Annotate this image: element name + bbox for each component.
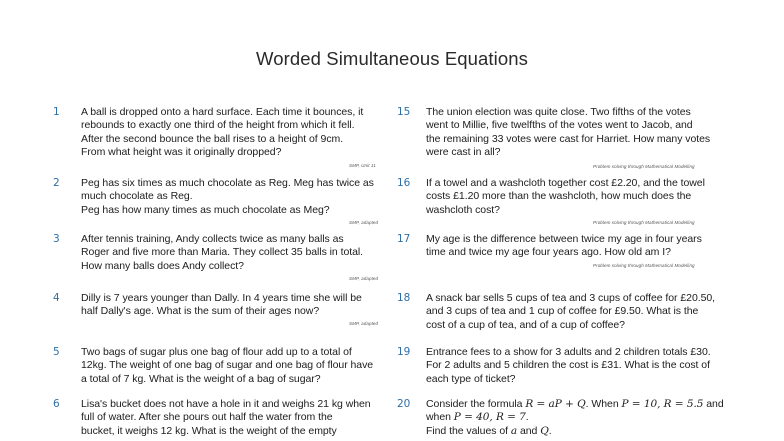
variable: Q	[540, 424, 549, 437]
question-text: My age is the difference between twice my age in four years time and twice my age four years ago. How old am I?	[426, 233, 702, 259]
page-title: Worded Simultaneous Equations	[256, 48, 528, 69]
equation: P = 10, R = 5.5	[621, 398, 704, 410]
question-number: 17	[397, 233, 411, 245]
source-citation: SMP, adapted	[349, 220, 379, 225]
equation: P = 40, R = 7	[453, 411, 526, 424]
question-text: A snack bar sells 5 cups of tea and 3 cups of coffee for £20.50, and 3 cups of tea and 1 cup of coffee for £9.50. What is the cost of a cup of tea, and of a cup of coffee?	[426, 292, 716, 331]
question-number: 3	[53, 233, 60, 245]
question-number: 4	[53, 292, 60, 304]
source-citation: SMP, adapted	[349, 321, 379, 326]
source-citation: Problem solving through Mathematical Modelling	[593, 263, 695, 268]
source-citation: Problem solving through Mathematical Modelling	[593, 164, 695, 169]
question-number: 5	[53, 346, 60, 358]
question-number: 16	[397, 177, 411, 189]
question-text: The union election was quite close. Two fifths of the votes went to Millie, five twelfths of the votes went to Jacob, and the remaining 33 votes were cast for Harriet. How many votes were cast in all?	[426, 106, 711, 158]
question-number: 19	[397, 346, 411, 358]
question-number: 2	[53, 177, 60, 189]
question-text: Lisa's bucket does not have a hole in it and weighs 21 kg when full of water. After she pours out half the water from the bucket, it weighs 12 kg. What is the weight of the empty	[81, 398, 371, 437]
equation: R = aP + Q	[525, 398, 586, 410]
question-text: After tennis training, Andy collects twice as many balls as Roger and five more than Maria. They collect 35 balls in total. How many balls does Andy collect?	[81, 233, 364, 272]
question-text: A ball is dropped onto a hard surface. Each time it bounces, it rebounds to exactly one third of the height from which it fell. After the second bounce the ball rises to a height of 9cm. From what height was it originally dropped?	[81, 106, 364, 158]
question-number: 18	[397, 292, 411, 304]
source-citation: SMP, Unit 11	[349, 163, 376, 168]
question-number: 20	[397, 398, 411, 410]
question-text: Dilly is 7 years younger than Dally. In 4 years time she will be half Dally's age. What is the sum of their ages now?	[81, 292, 362, 318]
question-text: Consider the formula R = aP + Q. When P = 10, R = 5.5 and when P = 40, R = 7. Find the values of a and Q.	[426, 398, 724, 437]
question-number: 1	[53, 106, 60, 118]
variable: a	[510, 424, 518, 437]
source-citation: Problem solving through Mathematical Modelling	[593, 220, 695, 225]
question-number: 6	[53, 398, 60, 410]
question-text: Entrance fees to a show for 3 adults and 2 children totals £30. For 2 adults and 5 children the cost is £31. What is the cost of each type of ticket?	[426, 346, 711, 385]
question-text: If a towel and a washcloth together cost £2.20, and the towel costs £1.20 more than the washcloth, how much does the washcloth cost?	[426, 177, 705, 216]
question-text: Peg has six times as much chocolate as Reg. Meg has twice as much chocolate as Reg. Peg has how many times as much chocolate as Meg?	[81, 177, 374, 216]
question-number: 15	[397, 106, 411, 118]
question-text: Two bags of sugar plus one bag of flour add up to a total of 12kg. The weight of one bag of sugar and one bag of flour have a total of 7 kg. What is the weight of a bag of sugar?	[81, 346, 374, 385]
source-citation: SMP, adapted	[349, 276, 379, 281]
